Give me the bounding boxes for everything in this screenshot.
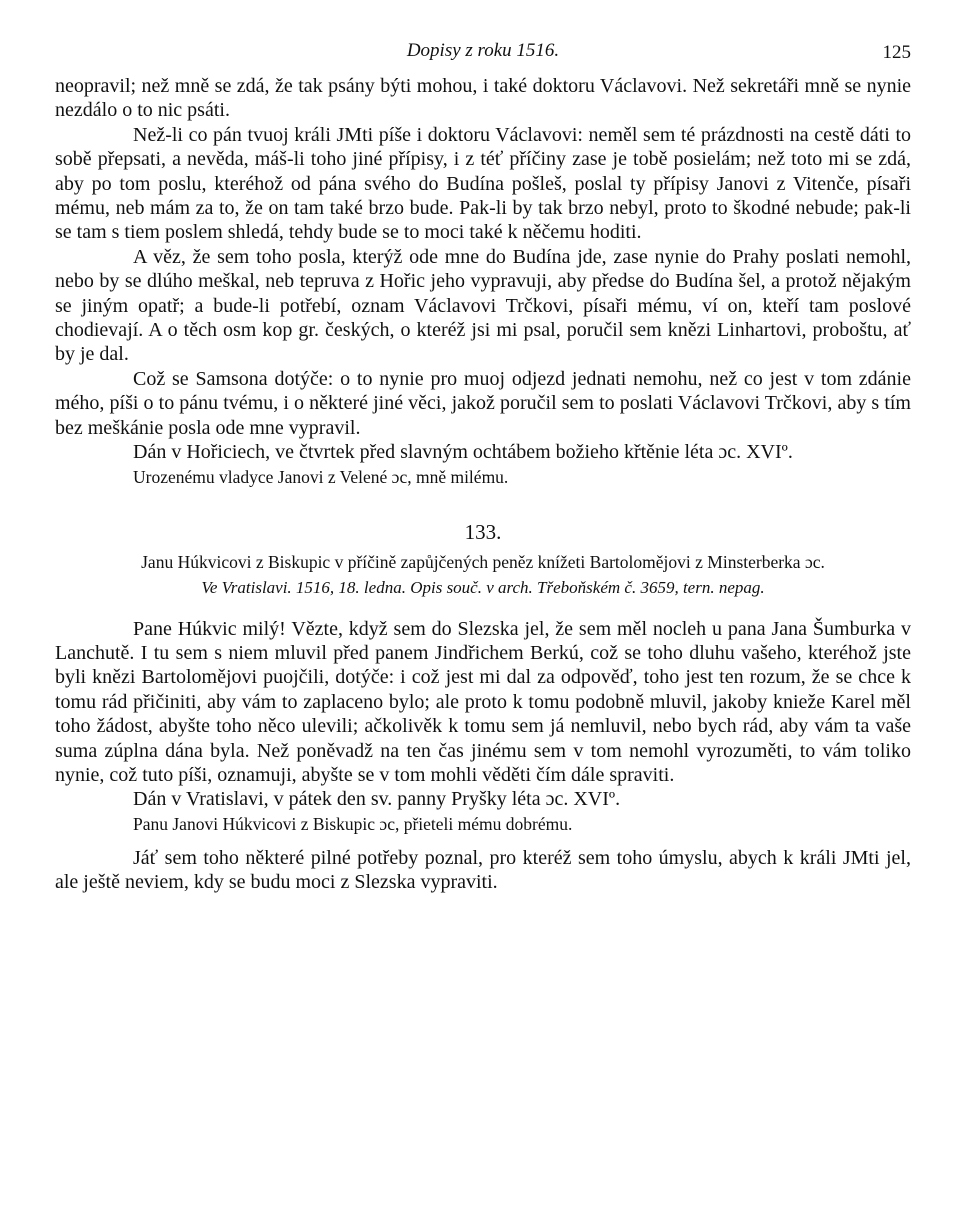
dating-line: Dán v Vratislavi, v pátek den sv. panny Pryšky léta ɔc. XVIº. (133, 788, 621, 811)
spacer (55, 836, 911, 846)
page-number: 125 (882, 42, 911, 63)
address-line: Panu Janovi Húkvicovi z Biskupic ɔc, přieteli mému dobrému. (133, 813, 573, 834)
address-line: Urozenému vladyce Janovi z Velené ɔc, mně milému. (133, 466, 509, 487)
paragraph: A věz, že sem toho posla, kterýž ode mne do Budína jde, zase nynie do Prahy poslati nemohl, nebo by se dlúho meškal, neb tepruva z Hořic jeho vypravuji, aby předse do Budína šel, a protož nějakým se jiným opatř; a bude-li potřebí, oznam Václavovi Trčkovi, písaři mému, ví on, kteří tam poslové chodievají. A o těch osm kop gr. českých, o kteréž jsi mi psal, poručil sem knězi Linhartovi, proboštu, ať by je dal. (55, 245, 911, 366)
source-note: Ve Vratislavi. 1516, 18. ledna. Opis souč. v arch. Třeboňském č. 3659, tern. nepag. (201, 577, 765, 597)
paragraph: Pane Húkvic milý! Vězte, když sem do Slezska jel, že sem měl nocleh u pana Jana Šumburka v Lanchutě. I tu sem s niem mluvil před panem Jindřichem Berkú, což se toho dluhu vašeho, kteréhož jste byli knězi Bartolomějovi puojčili, dotýče: i což jest mi dal za odpověď, toho jest ten rozum, že se chce k tomu rád přičiniti, aby vám to zaplaceno bylo; ale proto k tomu podobně mluvil, jakoby knieže Karel měl toho žádost, abyšte toho něco ulevili; ačkolivěk k tomu sem já nemluvil, nebo bych rád, aby vám ta vaše suma zúplna dána byla. Než poněvadž na ten čas jinému sem v tom nemohl vyrozuměti, to vám toliko nynie, což tuto píši, oznamuji, abyšte se v tom mohli věděti čím dále spraviti. (55, 617, 911, 786)
paragraph: Což se Samsona dotýče: o to nynie pro muoj odjezd jednati nemohu, než co jest v tom zdánie mého, píši o to pánu tvému, i o některé jiné věci, jakož poručil sem to poslati Václavovi Trčkovi, aby s tím bez meškánie posla ode mne vypravil. (55, 367, 911, 439)
document-page (55, 30, 911, 895)
letter-regest: Janu Húkvicovi z Biskupic v příčině zapůjčených peněz knížeti Bartolomějovi z Minsterberka ɔc. (141, 551, 825, 572)
running-title: Dopisy z roku 1516. (406, 40, 560, 61)
letter-number: 133. (464, 519, 502, 544)
letter-132-continuation (55, 74, 911, 489)
dating-line: Dán v Hořiciech, ve čtvrtek před slavným ochtábem božieho křtěnie léta ɔc. XVIº. (133, 441, 793, 464)
paragraph: Než-li co pán tvuoj králi JMti píše i doktoru Václavovi: neměl sem té prázdnosti na cestě dáti to sobě přepsati, a nevěda, máš-li toho jiné přípisy, i z téť příčiny zase je tobě posielám; než toto mi se zdá, aby po tom poslu, kteréhož od pána svého do Budína pošleš, poslal ty přípisy Janovi z Vitenče, písaři mému, neb mám za to, že on tam také brzo bude. Pak-li by tak brzo nebyl, proto to škodné nebude; pak-li se tam s tiem poslem shledá, tehdy bude se to moci také k něčemu hoditi. (55, 123, 911, 244)
postscript: Jáť sem toho některé pilné potřeby poznal, pro kteréž sem toho úmyslu, abych k králi JMti jel, ale ještě neviem, kdy se budu moci z Slezska vypraviti. (55, 846, 911, 894)
letter-133 (55, 515, 911, 895)
paragraph: neopravil; než mně se zdá, že tak psány býti mohou, i také doktoru Václavovi. Než sekretáři mně se nynie nezdálo o to nic psáti. (55, 75, 911, 122)
running-head (55, 30, 911, 74)
